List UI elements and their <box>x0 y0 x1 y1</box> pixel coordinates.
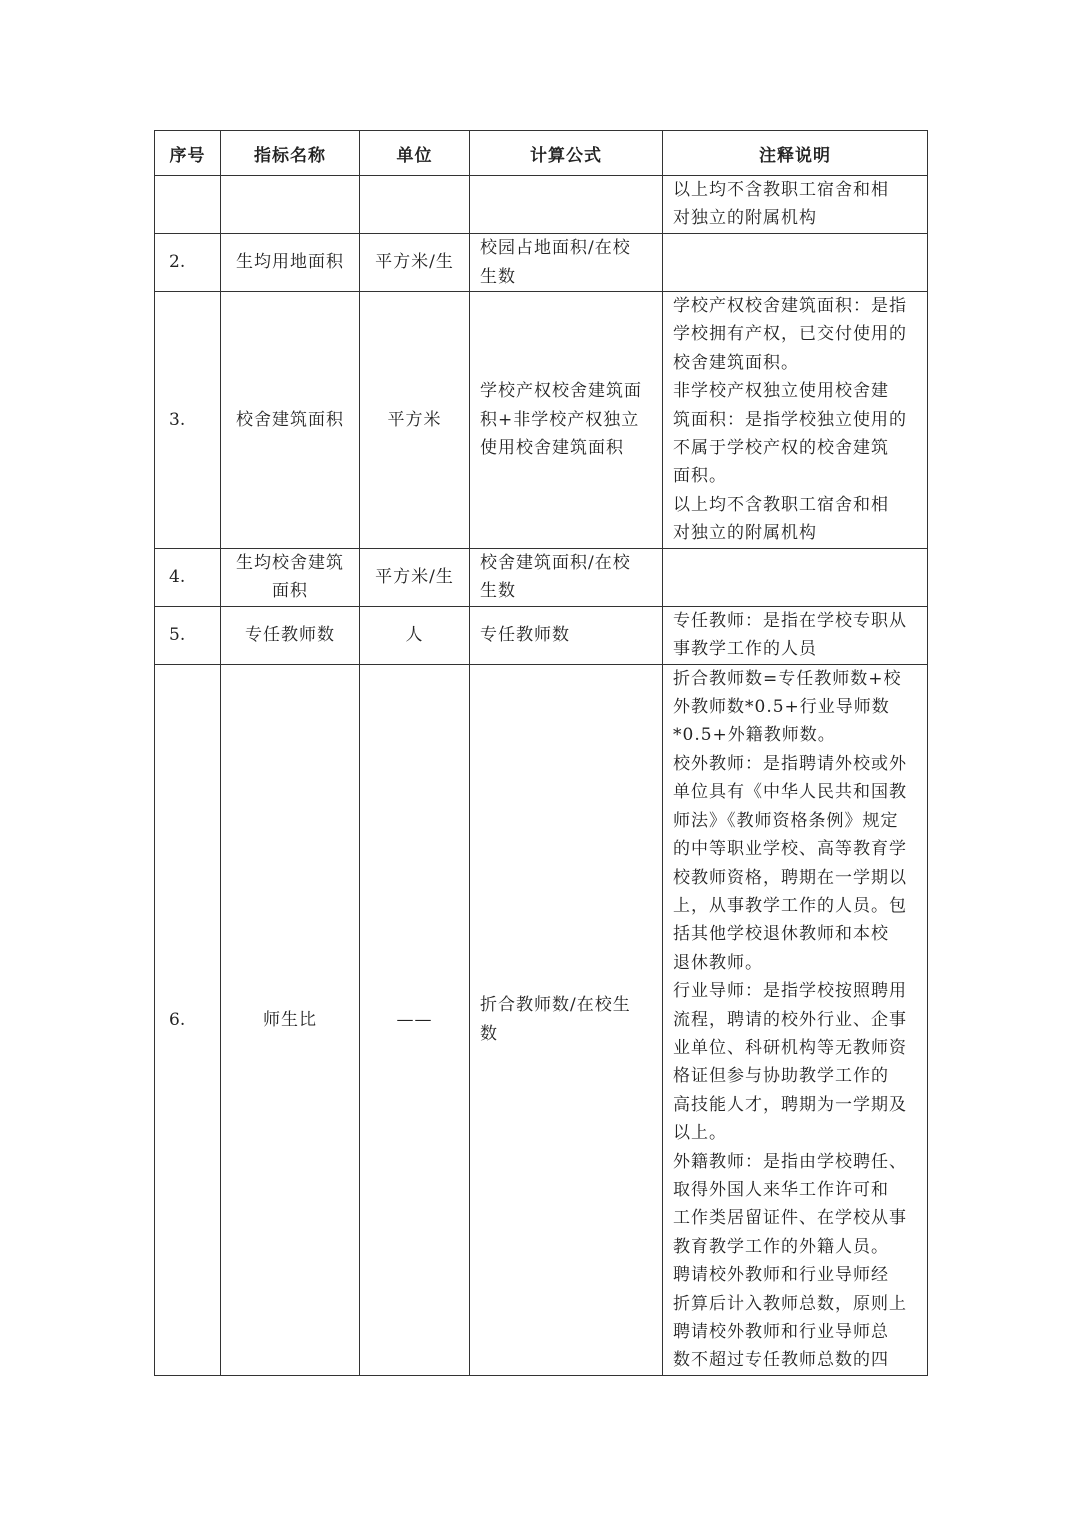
note-line: 以上均不含教职工宿舍和相 <box>673 180 889 200</box>
note-line: 外籍教师：是指由学校聘任、 <box>673 1151 907 1172</box>
indicator-unit <box>360 176 470 234</box>
note-line: 教育教学工作的外籍人员。 <box>673 1236 889 1257</box>
header-row <box>155 131 928 176</box>
indicator-name <box>221 606 360 664</box>
note-line: 单位具有《中华人民共和国教 <box>673 782 907 803</box>
note-line: 工作类居留证件、在学校从事 <box>673 1208 907 1229</box>
note-line: 学校拥有产权，已交付使用的 <box>673 324 907 345</box>
indicator-unit: 平方米 <box>360 292 470 549</box>
formula-line: 专任教师数 <box>480 624 570 645</box>
row-number: 2. <box>155 234 221 292</box>
name-line: 生均校舍建筑 <box>236 552 344 573</box>
header-note: 注释说明 <box>663 131 928 176</box>
formula-line: 校园占地面积/在校 <box>480 238 631 259</box>
note-line: 聘请校外教师和行业导师总 <box>673 1322 889 1342</box>
indicator-note <box>663 548 928 606</box>
table-row <box>155 234 928 292</box>
note-line: 流程，聘请的校外行业、企事 <box>673 1009 907 1030</box>
note-line: 以上均不含教职工宿舍和相 <box>673 494 889 515</box>
note-line: 校外教师：是指聘请外校或外 <box>673 753 907 774</box>
indicator-formula <box>470 606 663 664</box>
note-line: 面积。 <box>673 466 727 487</box>
table-row <box>155 548 928 606</box>
formula-line: 校舍建筑面积/在校 <box>480 552 631 573</box>
header-unit: 单位 <box>360 131 470 176</box>
table-row <box>155 292 928 549</box>
note-line: 校舍建筑面积。 <box>673 352 799 373</box>
formula-line: 生数 <box>480 266 516 287</box>
indicator-unit: 平方米/生 <box>360 548 470 606</box>
header-no: 序号 <box>155 131 221 176</box>
name-line: 面积 <box>272 581 308 602</box>
formula-line: 积+非学校产权独立 <box>480 409 640 430</box>
indicator-formula <box>470 664 663 1375</box>
note-line: 师法》《教师资格条例》规定 <box>673 810 899 831</box>
indicator-unit: 平方米/生 <box>360 234 470 292</box>
row-number: 3. <box>155 292 221 549</box>
note-line: 外教师数*0.5+行业导师数 <box>673 697 890 718</box>
indicator-unit: 人 <box>360 606 470 664</box>
indicator-formula <box>470 548 663 606</box>
note-line: 对独立的附属机构 <box>673 523 817 544</box>
indicator-note <box>663 606 928 664</box>
name-line: 专任教师数 <box>245 624 335 645</box>
note-line: 对独立的附属机构 <box>673 208 817 229</box>
note-line: 聘请校外教师和行业导师经 <box>673 1265 889 1286</box>
header-formula: 计算公式 <box>470 131 663 176</box>
formula-line: 使用校舍建筑面积 <box>480 438 624 459</box>
indicator-name <box>221 176 360 234</box>
indicator-formula <box>470 234 663 292</box>
formula-line: 数 <box>480 1023 498 1044</box>
indicator-note <box>663 292 928 549</box>
note-line: 筑面积：是指学校独立使用的 <box>673 409 907 430</box>
note-line: 上，从事教学工作的人员。包 <box>673 895 907 916</box>
indicator-formula <box>470 292 663 549</box>
row-number: 6. <box>155 664 221 1375</box>
table-row <box>155 606 928 664</box>
note-line: 专任教师：是指在学校专职从 <box>673 610 907 631</box>
note-line: *0.5+外籍教师数。 <box>673 725 836 746</box>
note-line: 高技能人才，聘期为一学期及 <box>673 1094 907 1115</box>
header-name: 指标名称 <box>221 131 360 176</box>
row-number: 4. <box>155 548 221 606</box>
note-line: 校教师资格，聘期在一学期以 <box>673 867 907 888</box>
indicator-unit: —— <box>360 664 470 1375</box>
name-line: 校舍建筑面积 <box>236 409 344 430</box>
note-line: 行业导师：是指学校按照聘用 <box>673 981 907 1002</box>
note-line: 取得外国人来华工作许可和 <box>673 1179 889 1200</box>
indicator-note <box>663 664 928 1375</box>
note-line: 不属于学校产权的校舍建筑 <box>673 438 889 459</box>
indicator-table <box>154 130 928 1376</box>
note-line: 折合教师数=专任教师数+校 <box>673 668 902 689</box>
note-line: 退休教师。 <box>673 952 763 973</box>
name-line: 生均用地面积 <box>236 252 344 273</box>
note-line: 数不超过专任教师总数的四 <box>673 1350 889 1371</box>
table-row <box>155 176 928 234</box>
formula-line: 生数 <box>480 581 516 602</box>
note-line: 非学校产权独立使用校舍建 <box>673 381 889 402</box>
name-line: 师生比 <box>263 1009 317 1030</box>
row-number <box>155 176 221 234</box>
indicator-formula <box>470 176 663 234</box>
note-line: 括其他学校退休教师和本校 <box>673 924 889 945</box>
note-line: 业单位、科研机构等无教师资 <box>673 1037 907 1058</box>
indicator-name <box>221 664 360 1375</box>
indicator-note <box>663 176 928 234</box>
note-line: 事教学工作的人员 <box>673 639 817 660</box>
note-line: 的中等职业学校、高等教育学 <box>673 839 907 860</box>
table-row <box>155 664 928 1375</box>
formula-line: 学校产权校舍建筑面 <box>480 381 642 402</box>
note-line: 折算后计入教师总数，原则上 <box>673 1293 907 1314</box>
note-line: 格证但参与协助教学工作的 <box>673 1066 889 1087</box>
indicator-name <box>221 292 360 549</box>
indicator-note <box>663 234 928 292</box>
indicator-name <box>221 234 360 292</box>
indicator-name <box>221 548 360 606</box>
formula-line: 折合教师数/在校生 <box>480 995 631 1016</box>
row-number: 5. <box>155 606 221 664</box>
note-line: 学校产权校舍建筑面积：是指 <box>673 296 907 316</box>
note-line: 以上。 <box>673 1123 727 1144</box>
